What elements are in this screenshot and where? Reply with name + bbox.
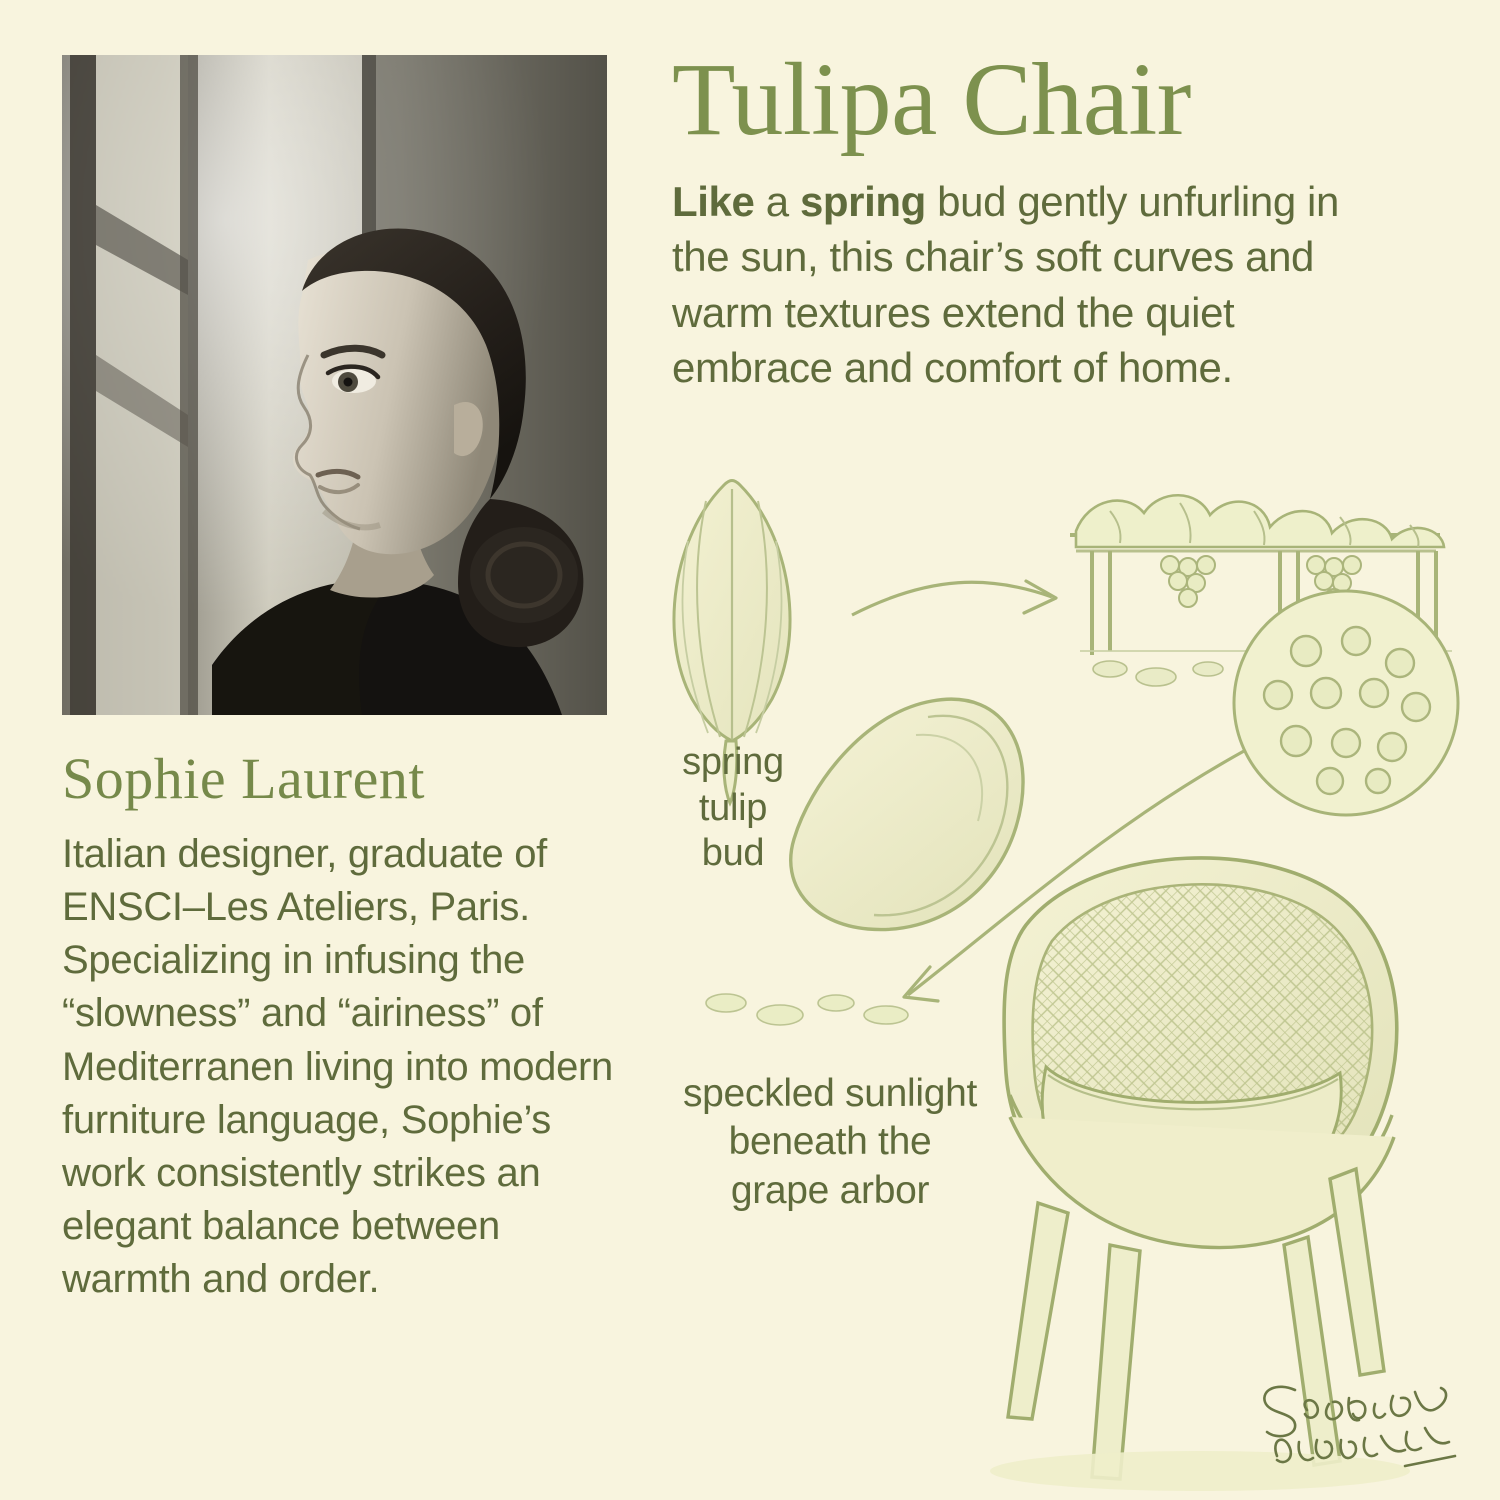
- product-tagline: [672, 174, 1382, 396]
- arrow-bud-to-arbor: [852, 581, 1056, 615]
- signature-mark: [1255, 1370, 1465, 1480]
- label-speckled-line-2: beneath the: [728, 1120, 932, 1164]
- tagline-bold-like: Like: [672, 178, 755, 225]
- tagline-part-a: a: [754, 178, 800, 225]
- label-speckled-line-1: speckled sunlight: [682, 1072, 978, 1115]
- tagline-rest: bud gently unfurling in the sun, this chair’s soft curves and warm textures extend the quiet embrace and comfort of home.: [672, 178, 1339, 392]
- designer-name: Sophie Laurent: [62, 746, 425, 811]
- label-bud-line-1: spring: [682, 741, 784, 783]
- label-bud-line-2: tulip: [698, 786, 768, 829]
- portrait-image: [62, 55, 607, 715]
- label-spring-tulip-bud: [653, 740, 813, 877]
- illustration-area: [640, 455, 1500, 1500]
- sketch-illustration: [640, 455, 1500, 1500]
- label-speckled-line-3: grape arbor: [730, 1168, 930, 1212]
- page-title: Tulipa Chair: [672, 42, 1191, 157]
- designer-column: [62, 55, 622, 1307]
- label-bud-line-3: bud: [701, 832, 765, 875]
- designer-portrait: [62, 55, 607, 715]
- label-speckled-sunlight: [645, 1070, 1015, 1215]
- tagline-bold-spring: spring: [799, 178, 926, 225]
- designer-signature: [1255, 1370, 1465, 1480]
- designer-bio: Italian designer, graduate of ENSCI–Les Ateliers, Paris. Specializing in infusing the “slowness” and “airiness” of Mediterranen living into modern furniture language, Sophie’s work consistently strikes an elegant balance between warmth and order.: [62, 831, 613, 1302]
- dappled-light-disc-sketch: [1234, 591, 1458, 815]
- product-column: [672, 42, 1442, 396]
